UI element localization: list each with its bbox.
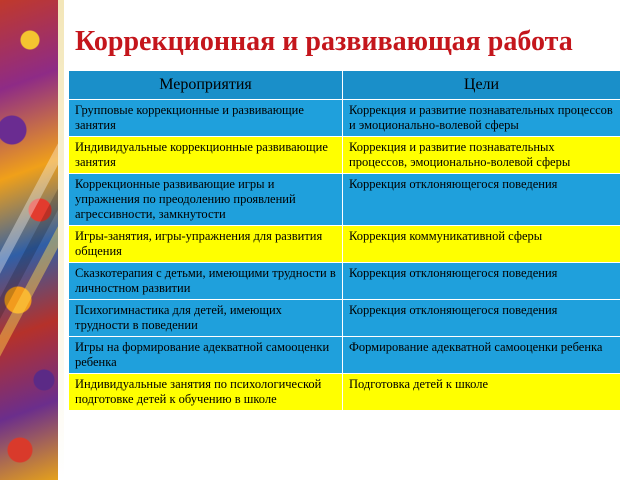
column-header-activities: Мероприятия [69,71,343,100]
goal-cell: Коррекция коммуникативной сферы [343,226,621,263]
decorative-side-image [0,0,58,480]
table-row [69,226,621,263]
table-row [69,137,621,174]
table-row [69,374,621,411]
goal-cell: Подготовка детей к школе [343,374,621,411]
table-row [69,100,621,137]
page-title: Коррекционная и развивающая работа [75,26,573,57]
goal-cell: Коррекция отклоняющегося поведения [343,263,621,300]
goal-cell: Коррекция отклоняющегося поведения [343,300,621,337]
goal-cell: Коррекция отклоняющегося поведения [343,174,621,226]
table-header-row [69,71,621,100]
activity-cell: Индивидуальные коррекционные развивающие занятия [69,137,343,174]
activity-cell: Сказкотерапия с детьми, имеющими трудности в личностном развитии [69,263,343,300]
activities-table [68,70,621,411]
activity-cell: Психогимнастика для детей, имеющих трудности в поведении [69,300,343,337]
table-row [69,263,621,300]
table-row [69,174,621,226]
activity-cell: Игры-занятия, игры-упражнения для развития общения [69,226,343,263]
goal-cell: Формирование адекватной самооценки ребенка [343,337,621,374]
activity-cell: Групповые коррекционные и развивающие занятия [69,100,343,137]
table-row [69,337,621,374]
activity-cell: Игры на формирование адекватной самооценки ребенка [69,337,343,374]
activity-cell: Индивидуальные занятия по психологической подготовке детей к обучению в школе [69,374,343,411]
activity-cell: Коррекционные развивающие игры и упражнения по преодолению проявлений агрессивности, замкнутости [69,174,343,226]
table-row [69,300,621,337]
goal-cell: Коррекция и развитие познавательных процессов и эмоционально-волевой сферы [343,100,621,137]
decorative-side-border [58,0,64,480]
goal-cell: Коррекция и развитие познавательных процессов, эмоционально-волевой сферы [343,137,621,174]
column-header-goals: Цели [343,71,621,100]
